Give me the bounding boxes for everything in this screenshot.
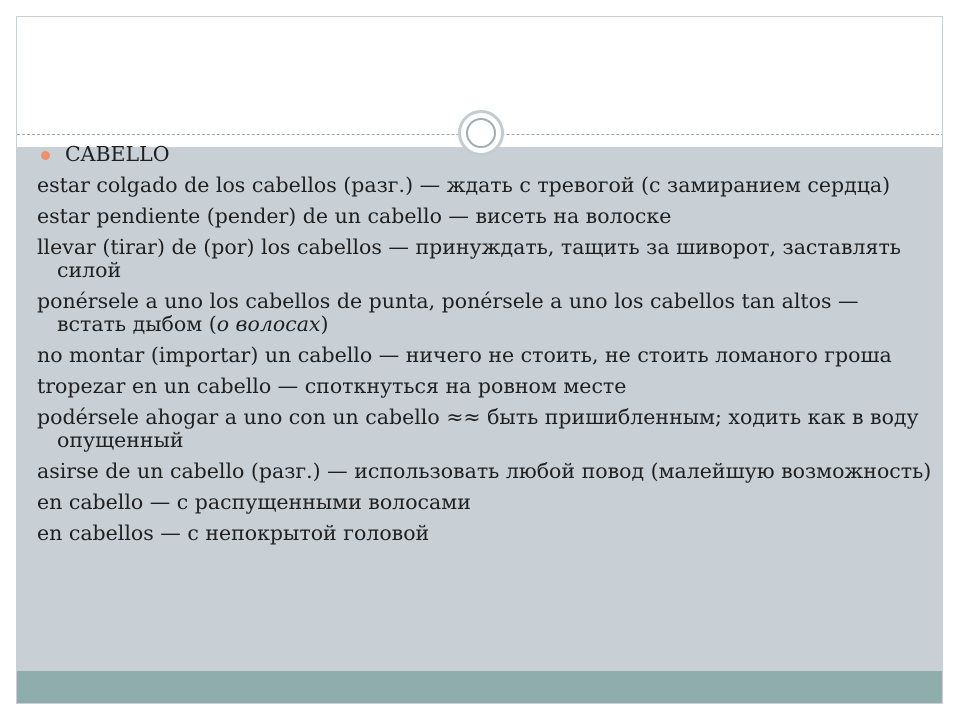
text-body [37,143,932,553]
bullet-icon [41,151,50,160]
entry: estar pendiente (pender) de un cabello — висеть на волоске [37,204,672,228]
entry: tropezar en un cabello — споткнуться на ровном месте [37,374,627,398]
slide [16,16,943,704]
entry: asirse de un cabello (разг.) — использовать любой повод (малейшую возможность) [37,459,932,483]
heading-text: CABELLO [65,142,170,166]
entry: en cabello — с распущенными волосами [37,490,471,514]
entry: llevar (tirar) de (por) los cabellos — принуждать, тащить за шиворот, заставлять силой [37,235,901,282]
entry: podérsele ahogar a uno con un cabello ≈≈ быть пришибленным; ходить как в воду опущенный [37,405,919,452]
entry: ponérsele a uno los cabellos de punta, ponérsele a uno los cabellos tan altos — встать дыбом (о волосах) [37,289,859,336]
bottom-band [17,671,943,704]
entry: estar colgado de los cabellos (разг.) — ждать с тревогой (с замиранием сердца) [37,173,891,197]
italic-note: о волосах [216,312,321,336]
entry: en cabellos — с непокрытой головой [37,521,430,545]
entry: no montar (importar) un cabello — ничего не стоить, не стоить ломаного гроша [37,343,892,367]
heading-row [37,143,932,166]
